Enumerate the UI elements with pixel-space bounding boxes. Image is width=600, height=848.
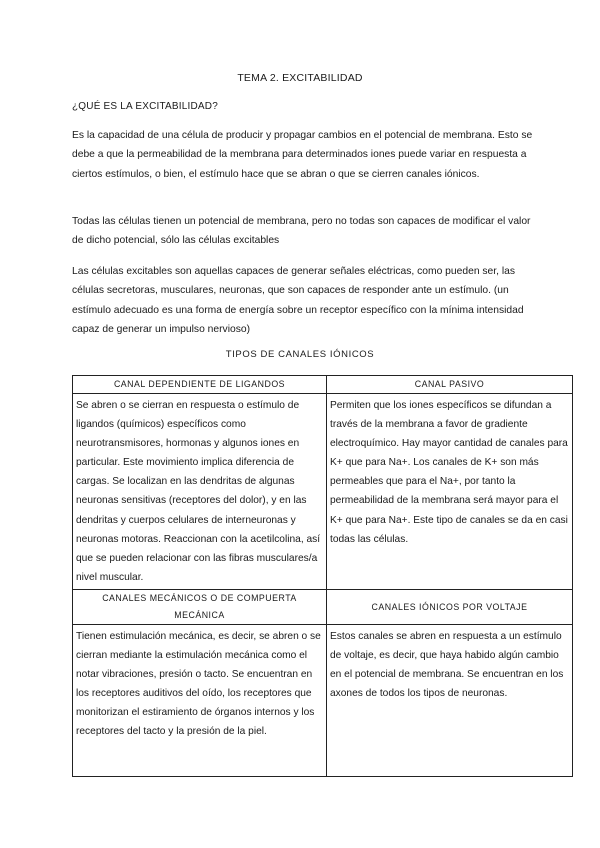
table-header-row (73, 590, 573, 625)
table-title: TIPOS DE CANALES IÓNICOS (225, 349, 375, 360)
cell-ligand-channel: Se abren o se cierran en respuesta o estímulo de ligandos (químicos) específicos como neurotransmisores, hormonas y algunos iones en particular. Este movimiento implica diferencia de cargas. Se localizan en las dendritas de algunas neuronas sensitivas (receptores del dolor), y en las dendritas y cuerpos celulares de interneuronas y neuronas motoras. Reaccionan con la acetilcolina, así que se pueden relacionar con las fibras musculares/a nivel muscular. (73, 394, 327, 590)
paragraph-definition: Es la capacidad de una célula de producir y propagar cambios en el potencial de membrana. Esto se debe a que la permeabilidad de la membrana para determinados iones puede variar en respuesta a ciertos estímulos, o bien, el estímulo hace que se abran o que se cierren canales iónicos. (72, 130, 533, 180)
section-heading: ¿QUÉ ES LA EXCITABILIDAD? (72, 101, 218, 112)
table-row (73, 394, 573, 590)
header-mechanical-channel: CANALES MECÁNICOS O DE COMPUERTA MECÁNICA (73, 590, 327, 625)
cell-mechanical-channel: Tienen estimulación mecánica, es decir, se abren o se cierran mediante la estimulación mecánica como el notar vibraciones, presión o tacto. Se encuentran en los receptores auditivos del oído, los receptores que monitorizan el estiramiento de órganos internos y los receptores del tacto y la presión de la piel. (73, 625, 327, 777)
cell-passive-channel: Permiten que los iones específicos se difundan a través de la membrana a favor de gradiente electroquímico. Hay mayor cantidad de canales para K+ que para Na+. Los canales de K+ son más permeables que para el Na+, por tanto la permeabilidad de la membrana será mayor para el K+ que para Na+. Este tipo de canales se da en casi todas las células. (327, 394, 573, 590)
paragraph-membrane-potential: Todas las células tienen un potencial de membrana, pero no todas son capaces de modificar el valor de dicho potencial, sólo las células excitables (72, 216, 531, 247)
header-voltage-channel: CANALES IÓNICOS POR VOLTAJE (327, 590, 573, 625)
header-passive-channel: CANAL PASIVO (327, 376, 573, 394)
table-header-row (73, 376, 573, 394)
paragraph-excitable-cells: Las células excitables son aquellas capaces de generar señales eléctricas, como pueden ser, las células secretoras, musculares, neuronas, que son capaces de responder ante un estímulo. (un estímulo adecuado es una forma de energía sobre un receptor específico con la mínima intensidad capaz de generar un impulso nervioso) (72, 266, 524, 335)
cell-voltage-channel: Estos canales se abren en respuesta a un estímulo de voltaje, es decir, que haya habido algún cambio en el potencial de membrana. Se encuentran en los axones de todos los tipos de neuronas. (327, 625, 573, 777)
ion-channels-table (72, 375, 573, 777)
header-ligand-channel: CANAL DEPENDIENTE DE LIGANDOS (73, 376, 327, 394)
document-title: TEMA 2. EXCITABILIDAD (237, 72, 363, 84)
table-row (73, 625, 573, 777)
